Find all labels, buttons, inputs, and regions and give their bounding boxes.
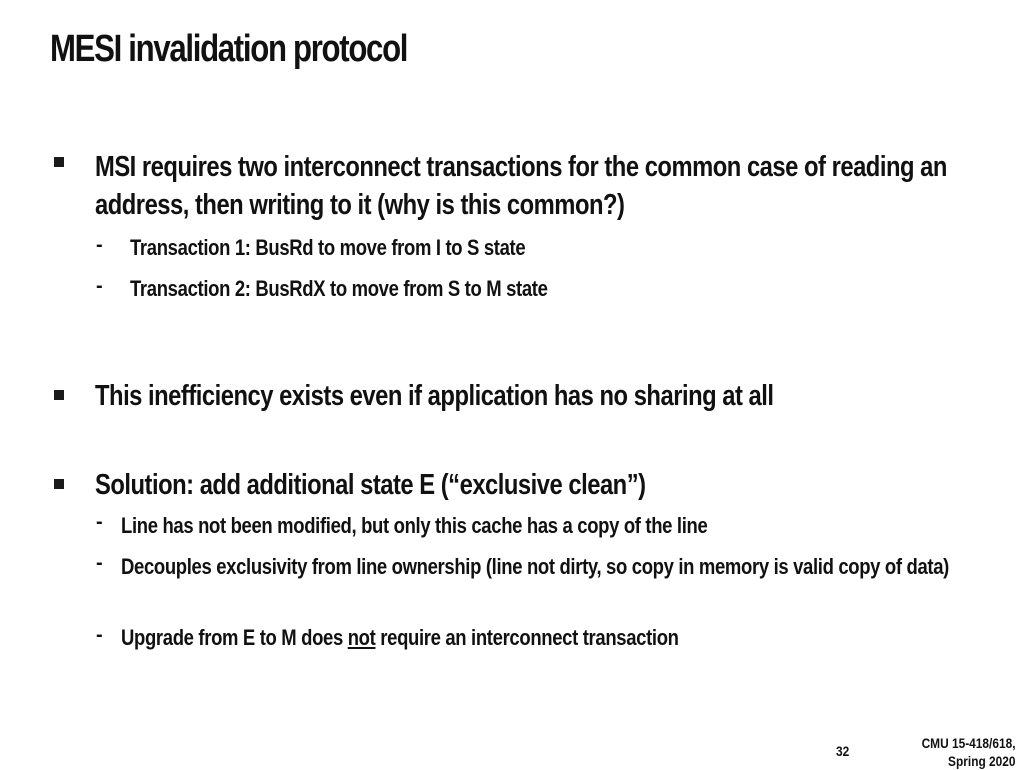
sub-bullet-dash: -: [96, 624, 103, 646]
sub-bullet-3-2: Decouples exclusivity from line ownership (line not dirty, so copy in memory is valid copy of data): [121, 554, 949, 579]
slide-title: MESI invalidation protocol: [50, 28, 408, 70]
sub-bullet-3-3-after: require an interconnect transaction: [375, 625, 679, 650]
course-label: [922, 734, 1016, 770]
bullet-1-text: MSI requires two interconnect transactions for the common case of reading an address, then writing to it (why is this common?): [95, 151, 947, 221]
bullet-3-text: Solution: add additional state E (“exclusive clean”): [95, 469, 646, 501]
sub-bullet-1-2: Transaction 2: BusRdX to move from S to M state: [130, 276, 548, 301]
sub-bullet-3-3-before: Upgrade from E to M does: [121, 625, 348, 650]
sub-bullet-dash: -: [96, 275, 103, 297]
sub-bullet-1-1: Transaction 1: BusRd to move from I to S state: [130, 235, 526, 260]
sub-bullet-3-3-emphasis: not: [347, 625, 376, 650]
page-number: 32: [836, 743, 850, 759]
course-line-1: CMU 15-418/618,: [922, 735, 1016, 751]
bullet-square-icon: [54, 157, 64, 167]
sub-bullet-dash: -: [96, 234, 103, 256]
bullet-square-icon: [54, 479, 64, 489]
sub-bullet-3-1: Line has not been modified, but only this cache has a copy of the line: [121, 513, 708, 538]
sub-bullet-dash: -: [96, 552, 103, 574]
sub-bullet-3-3: [121, 622, 961, 654]
bullet-square-icon: [54, 390, 64, 400]
course-line-2: Spring 2020: [948, 753, 1016, 769]
bullet-2-text: This inefficiency exists even if application has no sharing at all: [95, 380, 774, 412]
sub-bullet-dash: -: [96, 511, 103, 533]
